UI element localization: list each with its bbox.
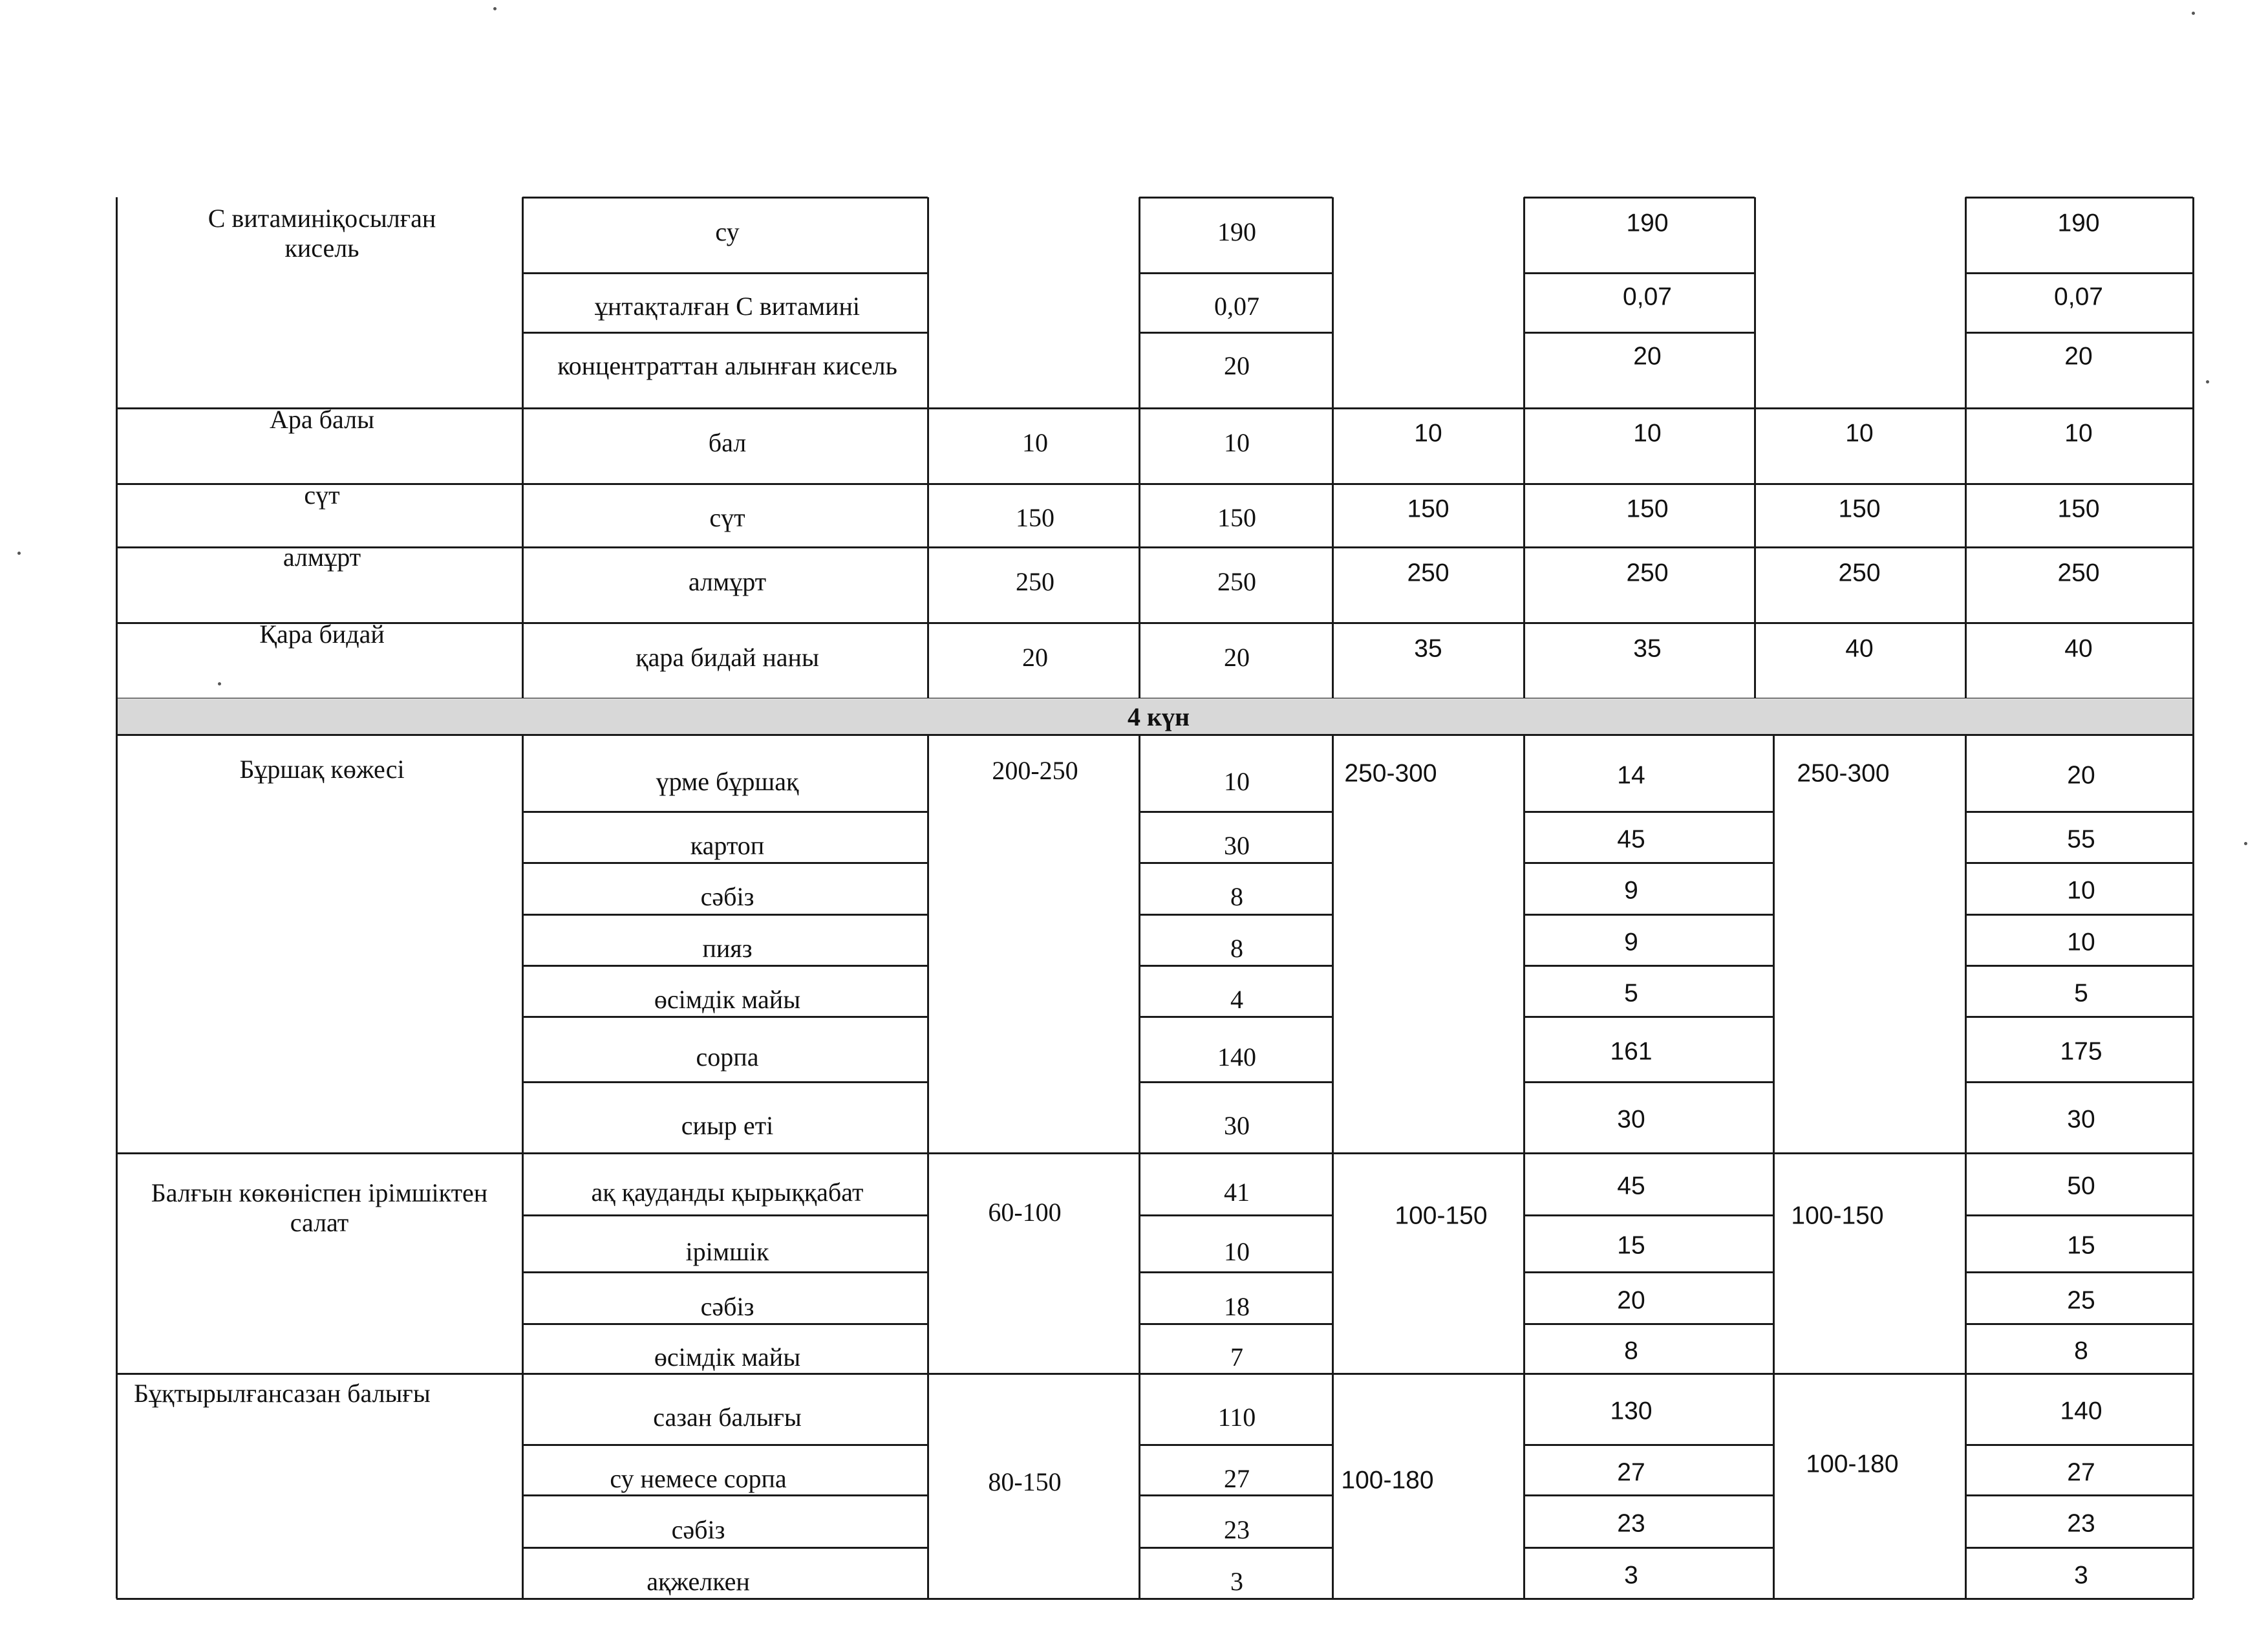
table-border xyxy=(1139,1081,1332,1083)
table-border xyxy=(1965,965,2193,967)
table-border xyxy=(522,1153,524,1374)
table-border xyxy=(1139,914,1332,916)
value-cell: 161 xyxy=(1610,1037,1653,1066)
value-cell: 250 xyxy=(1626,559,1669,587)
table-border xyxy=(1965,332,2193,334)
value-cell: 5 xyxy=(1624,979,1638,1008)
table-border xyxy=(927,735,929,1153)
table-border xyxy=(1754,197,1756,408)
table-border xyxy=(522,1016,928,1018)
dish-name: Бұршақ көжесі xyxy=(239,755,405,784)
ingredient-name: өсімдік майы xyxy=(654,1342,801,1372)
ingredient-name: ақ қауданды қырыққабат xyxy=(591,1178,864,1207)
value-cell: 150 xyxy=(1626,495,1669,523)
value-cell: 10 xyxy=(2067,876,2095,905)
table-border xyxy=(1965,1153,1967,1374)
value-cell: 9 xyxy=(1624,876,1638,905)
ingredient-name: бал xyxy=(708,428,747,457)
value-cell: 0,07 xyxy=(1623,283,1672,311)
value-cell: 23 xyxy=(2067,1509,2095,1538)
dish-name: Бұқтырылғансазан балығы xyxy=(134,1379,431,1408)
value-cell: 250 xyxy=(1838,559,1881,587)
table-border xyxy=(2192,1374,2194,1599)
portion-range: 250-300 xyxy=(1344,759,1437,788)
table-border xyxy=(1139,272,1332,274)
table-border xyxy=(1773,1374,1775,1599)
day-header: 4 күн xyxy=(1127,702,1190,731)
table-border xyxy=(1754,408,1756,698)
value-cell: 150 xyxy=(1407,495,1450,523)
value-cell: 40 xyxy=(1845,634,1874,663)
table-border xyxy=(2192,408,2194,698)
value-cell: 23 xyxy=(1617,1509,1645,1538)
value-cell: 3 xyxy=(1230,1567,1243,1596)
value-cell: 150 xyxy=(2057,495,2100,523)
ingredient-name: картоп xyxy=(690,831,765,860)
ingredient-name: ұнтақталған С витамині xyxy=(594,292,861,321)
table-border xyxy=(1523,197,1525,408)
table-border xyxy=(1965,408,1967,698)
value-cell: 3 xyxy=(1624,1561,1638,1590)
table-border xyxy=(116,1153,118,1374)
value-cell: 8 xyxy=(2074,1337,2088,1365)
table-border xyxy=(1965,914,2193,916)
value-cell: 3 xyxy=(2074,1561,2088,1590)
portion-range: 250-300 xyxy=(1797,759,1890,788)
value-cell: 30 xyxy=(2067,1105,2095,1134)
value-cell: 41 xyxy=(1224,1178,1250,1207)
value-cell: 8 xyxy=(1230,882,1243,911)
value-cell: 45 xyxy=(1617,825,1645,854)
value-cell: 10 xyxy=(1022,428,1048,457)
table-border xyxy=(1965,1214,2193,1216)
value-cell: 55 xyxy=(2067,825,2095,854)
value-cell: 20 xyxy=(2067,761,2095,790)
table-border xyxy=(1139,1323,1332,1325)
value-cell: 10 xyxy=(1633,419,1662,447)
ingredient-name: сәбіз xyxy=(700,1292,754,1321)
scan-speck xyxy=(2192,12,2195,15)
ingredient-name: сорпа xyxy=(696,1042,759,1072)
value-cell: 20 xyxy=(1224,643,1250,672)
scan-speck xyxy=(493,7,497,10)
table-border xyxy=(522,1547,928,1549)
table-border xyxy=(1965,1016,2193,1018)
value-cell: 30 xyxy=(1224,1111,1250,1140)
table-border xyxy=(116,483,2193,485)
table-border xyxy=(116,1374,118,1599)
table-border xyxy=(1524,197,1755,199)
value-cell: 35 xyxy=(1414,634,1442,663)
value-cell: 0,07 xyxy=(1214,292,1259,321)
value-cell: 175 xyxy=(2060,1037,2102,1066)
ingredient-name: су немесе сорпа xyxy=(610,1464,787,1493)
table-border xyxy=(1139,1444,1332,1446)
portion-range: 60-100 xyxy=(988,1198,1062,1227)
value-cell: 140 xyxy=(2060,1397,2102,1425)
table-border xyxy=(1139,408,1140,698)
table-border xyxy=(116,546,2193,548)
table-border xyxy=(1139,197,1332,199)
table-border xyxy=(1524,1081,1773,1083)
table-border xyxy=(522,197,928,199)
table-border xyxy=(116,734,2193,736)
table-border xyxy=(2192,197,2194,408)
value-cell: 190 xyxy=(2057,209,2100,237)
ingredient-name: концентраттан алынған кисель xyxy=(557,351,897,380)
value-cell: 27 xyxy=(2067,1458,2095,1487)
dish-name: сүт xyxy=(304,480,340,510)
value-cell: 10 xyxy=(1224,1237,1250,1266)
value-cell: 18 xyxy=(1224,1292,1250,1321)
value-cell: 250 xyxy=(1217,567,1256,596)
value-cell: 250 xyxy=(1407,559,1450,587)
table-border xyxy=(1524,914,1773,916)
table-border xyxy=(927,1374,929,1599)
table-border xyxy=(1332,1153,1334,1374)
value-cell: 150 xyxy=(1217,503,1256,532)
value-cell: 15 xyxy=(1617,1231,1645,1260)
table-border xyxy=(1139,1214,1332,1216)
value-cell: 40 xyxy=(2064,634,2093,663)
value-cell: 140 xyxy=(1217,1042,1256,1072)
value-cell: 5 xyxy=(2074,979,2088,1008)
value-cell: 27 xyxy=(1224,1464,1250,1493)
table-border xyxy=(1965,1081,2193,1083)
table-border xyxy=(116,735,118,1153)
value-cell: 9 xyxy=(1624,928,1638,956)
table-border xyxy=(1523,1153,1525,1374)
ingredient-name: сүт xyxy=(709,503,745,532)
value-cell: 50 xyxy=(2067,1172,2095,1200)
ingredient-name: сазан балығы xyxy=(653,1403,802,1432)
table-border xyxy=(1524,1547,1773,1549)
value-cell: 10 xyxy=(2064,419,2093,447)
table-border xyxy=(1965,862,2193,864)
value-cell: 8 xyxy=(1624,1337,1638,1365)
table-border xyxy=(1332,408,1334,698)
ingredient-name: пияз xyxy=(702,934,753,963)
table-border xyxy=(522,965,928,967)
value-cell: 0,07 xyxy=(2054,283,2103,311)
table-border xyxy=(1524,862,1773,864)
table-border xyxy=(1139,1374,1140,1599)
dish-name: Ара балы xyxy=(270,405,374,434)
table-border xyxy=(1773,1153,1775,1374)
dish-name: Балғын көкөніспен ірімшіктен салат xyxy=(151,1178,488,1237)
table-border xyxy=(1965,1271,2193,1273)
dish-name: алмұрт xyxy=(283,543,361,572)
portion-range: 200-250 xyxy=(992,756,1078,785)
table-border xyxy=(1523,408,1525,698)
value-cell: 250 xyxy=(1016,567,1054,596)
table-border xyxy=(522,332,928,334)
value-cell: 14 xyxy=(1617,761,1645,790)
scan-speck xyxy=(2244,842,2247,845)
value-cell: 30 xyxy=(1617,1105,1645,1134)
table-border xyxy=(1139,1271,1332,1273)
table-border xyxy=(1965,1494,2193,1496)
table-border xyxy=(1139,735,1140,1153)
table-border xyxy=(1139,1494,1332,1496)
table-border xyxy=(1139,332,1332,334)
table-border xyxy=(522,811,928,813)
value-cell: 20 xyxy=(1224,351,1250,380)
value-cell: 190 xyxy=(1626,209,1669,237)
table-border xyxy=(927,1153,929,1374)
portion-range: 100-180 xyxy=(1341,1466,1434,1494)
ingredient-name: үрме бұршақ xyxy=(656,767,799,796)
table-border xyxy=(1524,1016,1773,1018)
table-border xyxy=(522,1444,928,1446)
value-cell: 7 xyxy=(1230,1342,1243,1372)
table-border xyxy=(1965,1323,2193,1325)
table-border xyxy=(116,622,2193,624)
table-border xyxy=(1524,332,1755,334)
scan-speck xyxy=(218,682,221,685)
table-border xyxy=(116,1152,2193,1154)
table-border xyxy=(1332,197,1334,408)
table-border xyxy=(1524,811,1773,813)
value-cell: 10 xyxy=(1224,767,1250,796)
table-border xyxy=(1965,1374,1967,1599)
table-border xyxy=(1965,272,2193,274)
table-border xyxy=(522,862,928,864)
value-cell: 45 xyxy=(1617,1172,1645,1200)
table-border xyxy=(1965,1444,2193,1446)
table-border xyxy=(1139,965,1332,967)
value-cell: 10 xyxy=(2067,928,2095,956)
value-cell: 23 xyxy=(1224,1515,1250,1544)
table-border xyxy=(522,272,928,274)
table-border xyxy=(1523,735,1525,1153)
table-border xyxy=(1965,811,2193,813)
value-cell: 20 xyxy=(2064,342,2093,371)
value-cell: 150 xyxy=(1838,495,1881,523)
ingredient-name: сәбіз xyxy=(671,1515,725,1544)
table-border xyxy=(522,1214,928,1216)
table-border xyxy=(1965,1547,2193,1549)
value-cell: 190 xyxy=(1217,217,1256,246)
table-border xyxy=(522,735,524,1153)
ingredient-name: алмұрт xyxy=(688,567,767,596)
table-border xyxy=(522,1374,524,1599)
ingredient-name: сәбіз xyxy=(700,882,754,911)
scan-speck xyxy=(17,552,21,555)
ingredient-name: өсімдік майы xyxy=(654,985,801,1014)
table-border xyxy=(1524,965,1773,967)
value-cell: 10 xyxy=(1414,419,1442,447)
table-border xyxy=(1773,735,1775,1153)
table-border xyxy=(116,407,2193,409)
table-border xyxy=(1332,1374,1334,1599)
ingredient-name: сиыр еті xyxy=(681,1111,774,1140)
table-border xyxy=(1524,1444,1773,1446)
value-cell: 27 xyxy=(1617,1458,1645,1487)
value-cell: 250 xyxy=(2057,559,2100,587)
value-cell: 150 xyxy=(1016,503,1054,532)
portion-range: 80-150 xyxy=(988,1467,1062,1496)
value-cell: 10 xyxy=(1224,428,1250,457)
table-border xyxy=(1524,272,1755,274)
ingredient-name: ірімшік xyxy=(685,1237,769,1266)
value-cell: 20 xyxy=(1617,1286,1645,1315)
portion-range: 100-150 xyxy=(1395,1202,1488,1230)
ingredient-name: қара бидай наны xyxy=(636,643,819,672)
ingredient-name: ақжелкен xyxy=(647,1567,750,1596)
value-cell: 10 xyxy=(1845,419,1874,447)
ingredient-name: су xyxy=(715,217,740,246)
table-border xyxy=(1524,1271,1773,1273)
value-cell: 130 xyxy=(1610,1397,1653,1425)
dish-name: Қара бидай xyxy=(259,620,385,649)
table-border xyxy=(522,1494,928,1496)
table-border xyxy=(1332,735,1334,1153)
table-border xyxy=(522,1323,928,1325)
table-border xyxy=(1524,1494,1773,1496)
table-border xyxy=(116,1373,2193,1375)
table-border xyxy=(2192,698,2194,735)
value-cell: 110 xyxy=(1217,1403,1256,1432)
table-border xyxy=(1524,1323,1773,1325)
value-cell: 20 xyxy=(1633,342,1662,371)
value-cell: 4 xyxy=(1230,985,1243,1014)
table-border xyxy=(1524,1214,1773,1216)
portion-range: 100-180 xyxy=(1806,1450,1899,1478)
table-border xyxy=(1139,811,1332,813)
dish-name: С витаминіқосылған кисель xyxy=(208,204,436,263)
table-border xyxy=(1139,197,1140,408)
value-cell: 35 xyxy=(1633,634,1662,663)
table-border xyxy=(1139,862,1332,864)
table-border xyxy=(116,1598,2193,1600)
value-cell: 30 xyxy=(1224,831,1250,860)
table-border xyxy=(522,1081,928,1083)
table-border xyxy=(2192,735,2194,1153)
table-border xyxy=(1965,735,1967,1153)
table-border xyxy=(2192,1153,2194,1374)
table-border xyxy=(522,914,928,916)
table-border xyxy=(1523,1374,1525,1599)
table-border xyxy=(1965,197,1967,408)
table-border xyxy=(522,1271,928,1273)
table-border xyxy=(1965,197,2193,199)
table-border xyxy=(116,698,118,735)
value-cell: 8 xyxy=(1230,934,1243,963)
value-cell: 25 xyxy=(2067,1286,2095,1315)
value-cell: 15 xyxy=(2067,1231,2095,1260)
table-border xyxy=(1139,1547,1332,1549)
portion-range: 100-150 xyxy=(1791,1202,1884,1230)
scan-speck xyxy=(2206,380,2209,383)
table-border xyxy=(1139,1016,1332,1018)
table-border xyxy=(1139,1153,1140,1374)
value-cell: 20 xyxy=(1022,643,1048,672)
